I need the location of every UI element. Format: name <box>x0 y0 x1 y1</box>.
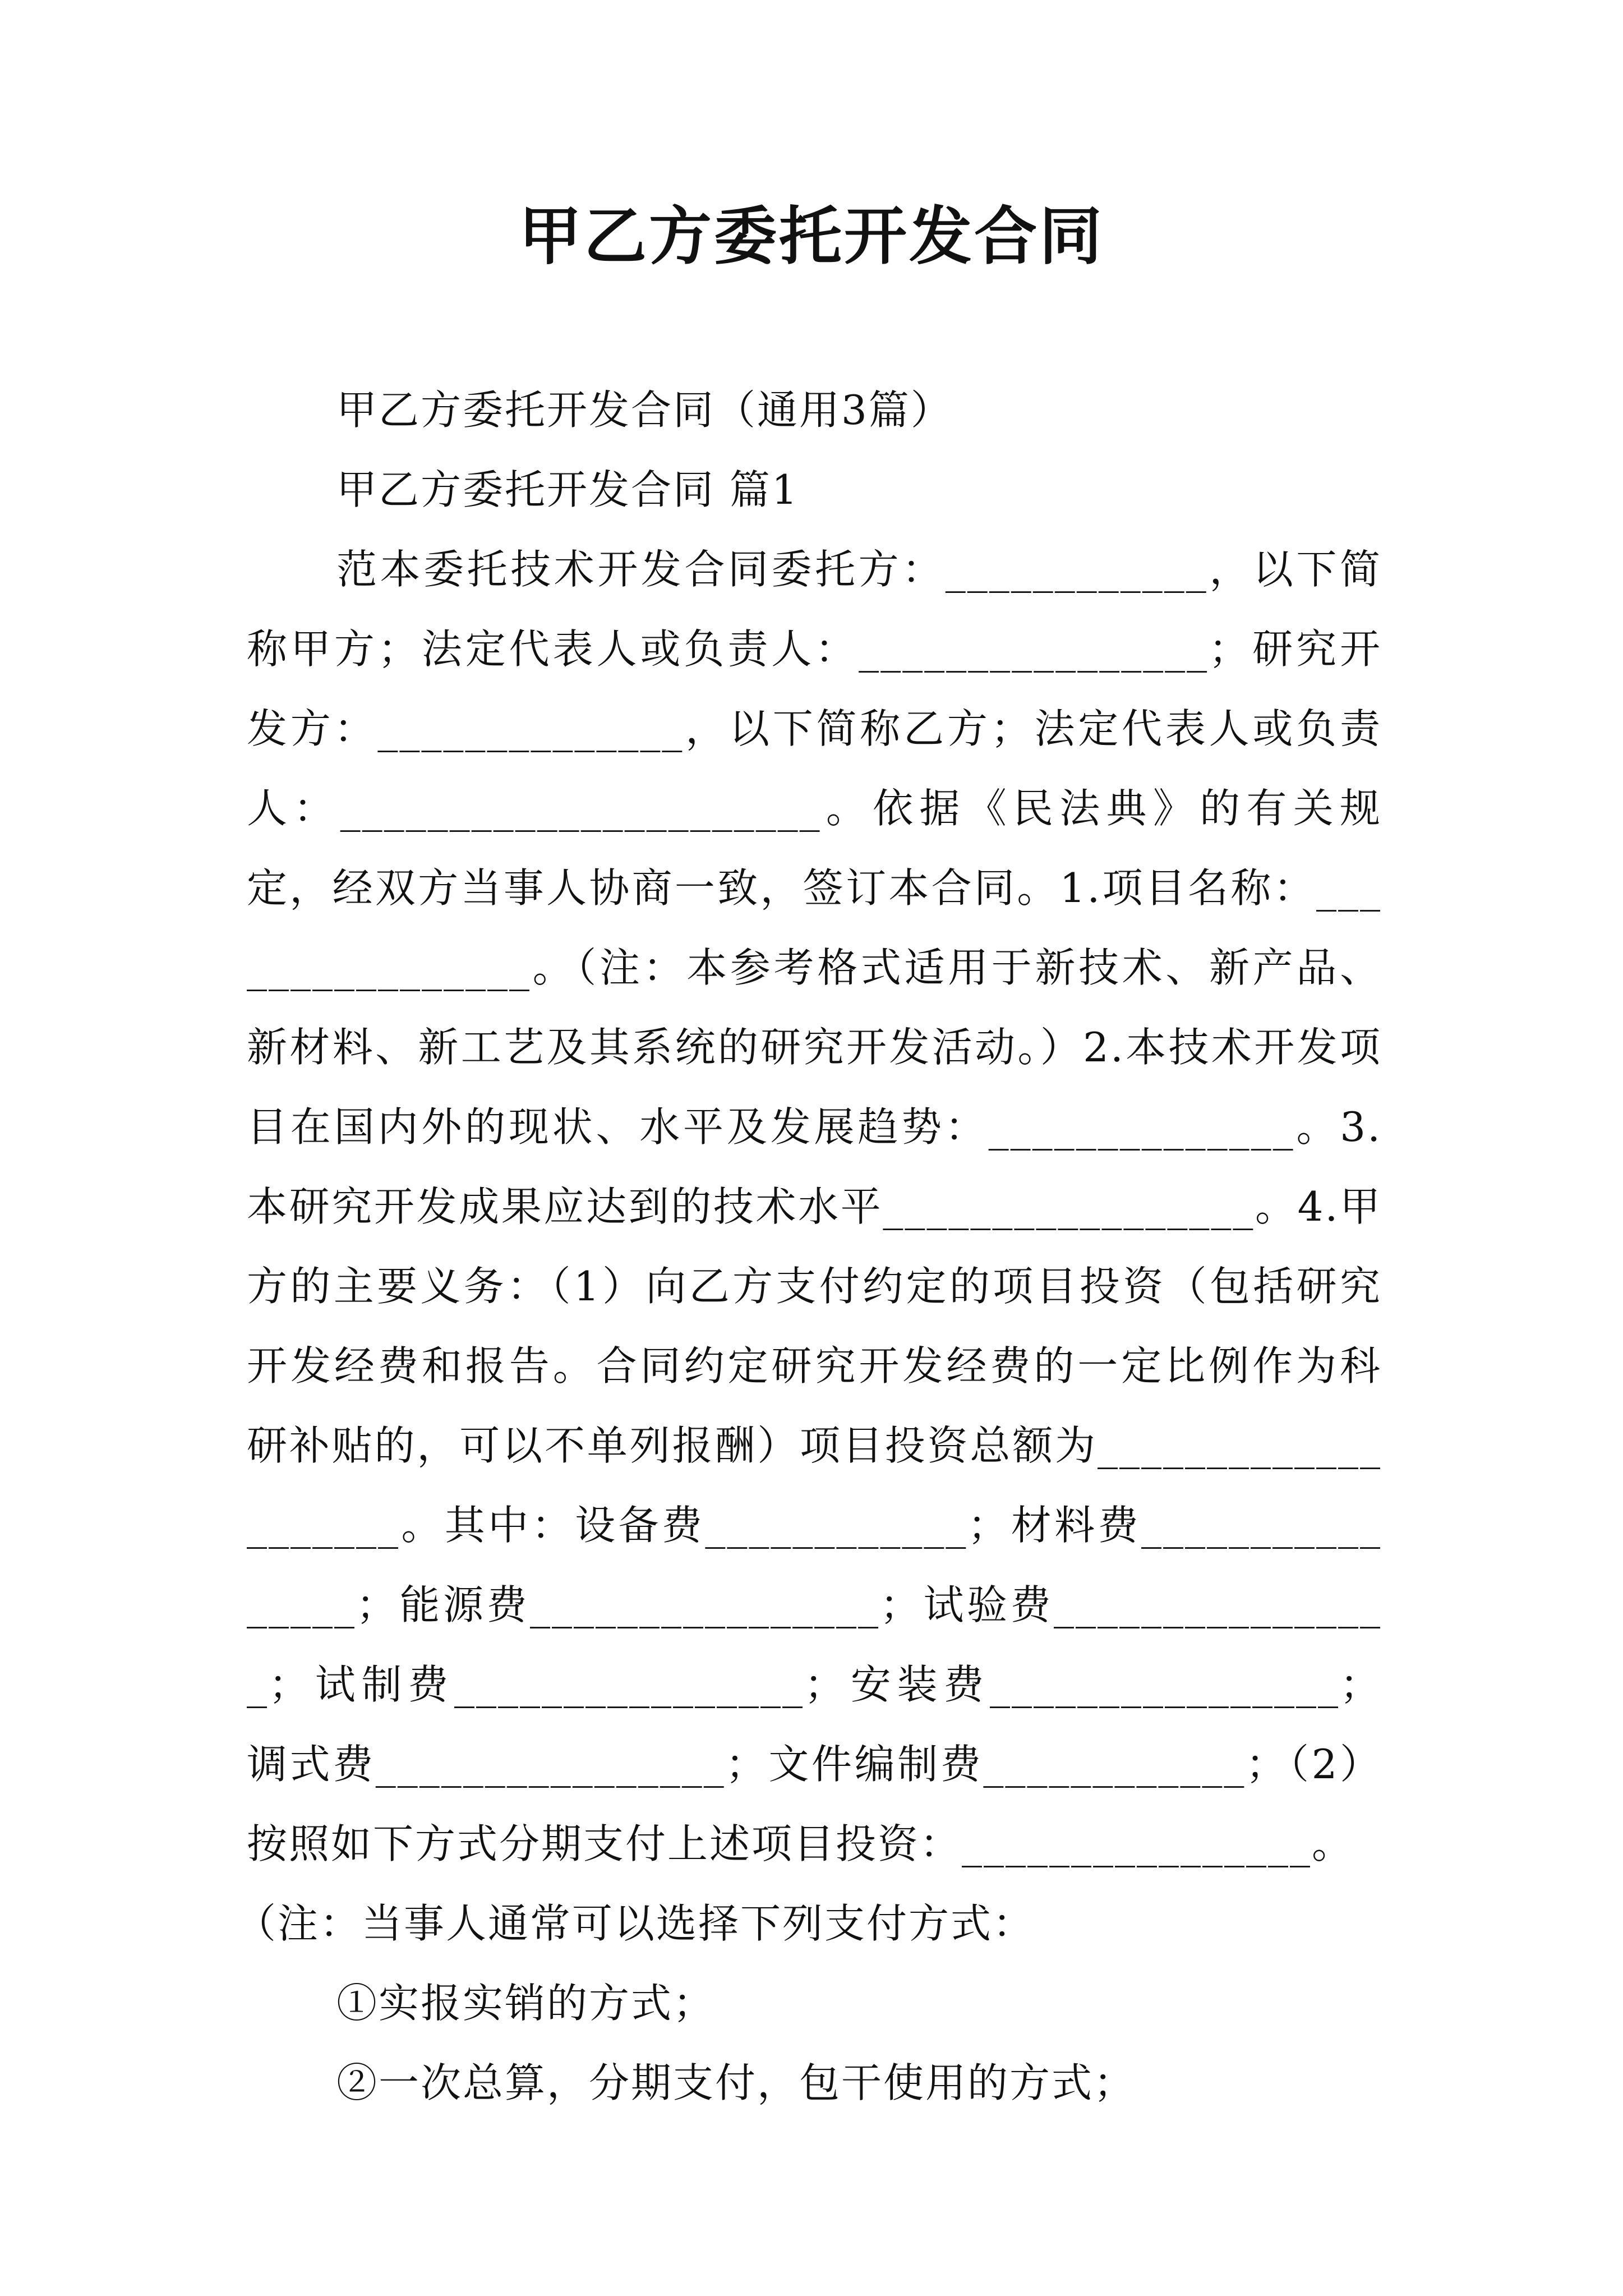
page-title: 甲乙方委托开发合同 <box>519 200 1104 273</box>
document-body <box>236 370 1382 2123</box>
subtitle: 甲乙方委托开发合同（通用3篇） <box>336 386 953 434</box>
payment-option-2: ②一次总算，分期支付，包干使用的方式； <box>336 2059 1136 2106</box>
contract-body-paragraph: 范本委托技术开发合同委托方：____________，以下简称甲方；法定代表人或负责人：________________；研究开发方：______________，以下简称乙方；法定代表人或负责人：______________________。依据《民法典》的有关规定，经双方当事人协商一致，签订本合同。1.项目名称：________________。（注：本参考格式适用于新技术、新产品、新材料、新工艺及其系统的研究开发活动。）2.本技术开发项目在国内外的现状、水平及发展趋势：______________。3.本研究开发成果应达到的技术水平_________________。4.甲方的主要义务：（1）向乙方支付约定的项目投资（包括研究开发经费和报告。合同约定研究开发经费的一定比例作为科研补贴的，可以不单列报酬）项目投资总额为____________________。其中：设备费____________；材料费________________；能源费________________；试验费________________；试制费________________；安装费________________；调式费________________；文件编制费____________；（2）按照如下方式分期支付上述项目投资：________________。 <box>247 546 1382 1867</box>
payment-option-1: ①实报实销的方式； <box>336 1980 716 2027</box>
section-heading: 甲乙方委托开发合同 篇1 <box>336 466 799 513</box>
payment-note: （注：当事人通常可以选择下列支付方式： <box>236 1900 1035 1947</box>
